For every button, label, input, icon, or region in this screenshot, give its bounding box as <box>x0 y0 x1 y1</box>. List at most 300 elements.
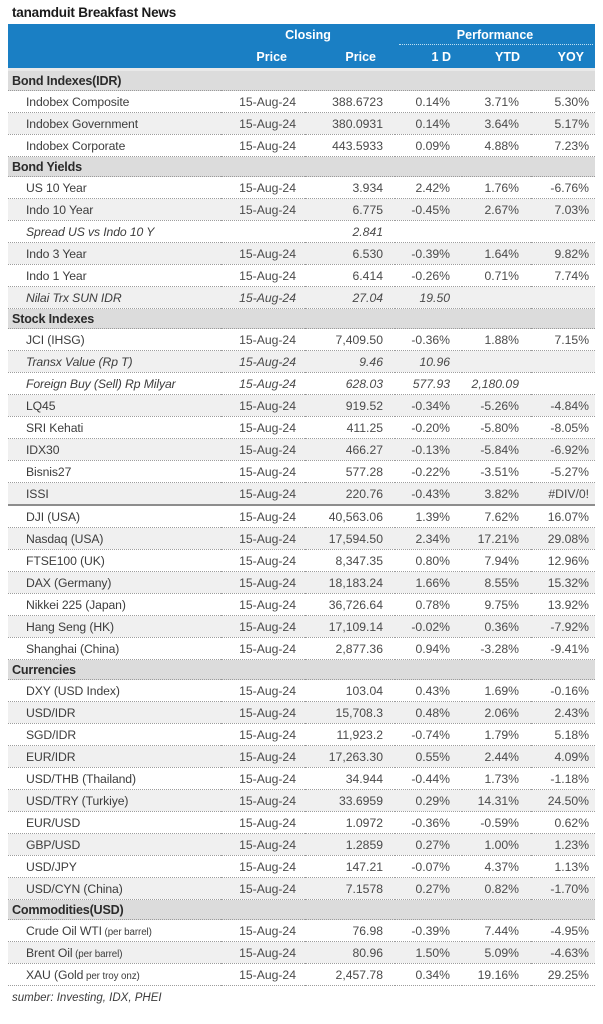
row-label <box>8 616 221 638</box>
cell-d1: 0.48% <box>395 702 462 724</box>
section-header-row <box>8 70 595 91</box>
row-label <box>8 768 221 790</box>
cell-ytd: 1.00% <box>462 834 531 856</box>
section-header-row <box>8 900 595 920</box>
section-header-row <box>8 309 595 329</box>
cell-date: 15-Aug-24 <box>221 812 305 834</box>
row-label <box>8 461 221 483</box>
cell-date <box>221 221 305 243</box>
cell-d1: 0.27% <box>395 878 462 900</box>
table-row[interactable] <box>8 790 595 812</box>
cell-yoy: 1.13% <box>531 856 595 878</box>
cell-date: 15-Aug-24 <box>221 572 305 594</box>
cell-d1: 1.39% <box>395 505 462 528</box>
cell-yoy: 5.30% <box>531 91 595 113</box>
cell-date: 15-Aug-24 <box>221 702 305 724</box>
row-label-text: USD/TRY (Turkiye) <box>26 793 129 808</box>
row-label <box>8 177 221 199</box>
table-row[interactable] <box>8 483 595 506</box>
row-label-text: Indo 1 Year <box>26 268 87 283</box>
row-label <box>8 417 221 439</box>
section-header-label: Stock Indexes <box>8 309 595 329</box>
table-header <box>8 24 595 70</box>
cell-date: 15-Aug-24 <box>221 878 305 900</box>
row-label-text: LQ45 <box>26 398 56 413</box>
row-label <box>8 373 221 395</box>
table-row[interactable] <box>8 329 595 351</box>
table-row[interactable] <box>8 221 595 243</box>
cell-price: 466.27 <box>305 439 395 461</box>
table-row[interactable] <box>8 373 595 395</box>
table-row[interactable] <box>8 616 595 638</box>
cell-ytd: 14.31% <box>462 790 531 812</box>
row-label-text: SGD/IDR <box>26 727 77 742</box>
table-row[interactable] <box>8 812 595 834</box>
row-label <box>8 439 221 461</box>
cell-d1: -0.22% <box>395 461 462 483</box>
row-label-text: Crude Oil WTI <box>26 923 102 938</box>
row-label <box>8 572 221 594</box>
table-row[interactable] <box>8 439 595 461</box>
table-row[interactable] <box>8 920 595 942</box>
cell-yoy: 15.32% <box>531 572 595 594</box>
section-header-label: Commodities(USD) <box>8 900 595 920</box>
cell-ytd: 0.36% <box>462 616 531 638</box>
cell-ytd: -5.80% <box>462 417 531 439</box>
cell-yoy: -4.63% <box>531 942 595 964</box>
cell-d1: -0.43% <box>395 483 462 506</box>
cell-d1: -0.45% <box>395 199 462 221</box>
cell-d1: 2.34% <box>395 528 462 550</box>
cell-ytd: -5.26% <box>462 395 531 417</box>
cell-date: 15-Aug-24 <box>221 373 305 395</box>
cell-price: 7.1578 <box>305 878 395 900</box>
cell-d1: 0.34% <box>395 964 462 986</box>
cell-ytd: 7.94% <box>462 550 531 572</box>
table-row[interactable] <box>8 702 595 724</box>
row-label-text: USD/IDR <box>26 705 76 720</box>
cell-yoy: -0.16% <box>531 680 595 702</box>
cell-date: 15-Aug-24 <box>221 177 305 199</box>
cell-ytd: 4.88% <box>462 135 531 157</box>
table-row[interactable] <box>8 177 595 199</box>
cell-d1: 0.55% <box>395 746 462 768</box>
cell-d1: -0.44% <box>395 768 462 790</box>
cell-date: 15-Aug-24 <box>221 550 305 572</box>
cell-ytd <box>462 221 531 243</box>
row-label <box>8 243 221 265</box>
source-note: sumber: Investing, IDX, PHEI <box>12 992 162 1004</box>
cell-price: 1.0972 <box>305 812 395 834</box>
cell-ytd: 1.76% <box>462 177 531 199</box>
row-label <box>8 834 221 856</box>
row-label <box>8 287 221 309</box>
cell-ytd: 7.44% <box>462 920 531 942</box>
cell-price: 380.0931 <box>305 113 395 135</box>
table-row[interactable] <box>8 417 595 439</box>
cell-yoy: 7.03% <box>531 199 595 221</box>
table-row[interactable] <box>8 113 595 135</box>
row-label-note: per troy onz) <box>83 970 140 982</box>
table-row[interactable] <box>8 265 595 287</box>
cell-d1: 10.96 <box>395 351 462 373</box>
cell-price: 9.46 <box>305 351 395 373</box>
row-label <box>8 812 221 834</box>
cell-price: 577.28 <box>305 461 395 483</box>
header-col-yoy: YOY <box>531 46 595 70</box>
cell-yoy <box>531 373 595 395</box>
cell-price: 33.6959 <box>305 790 395 812</box>
cell-yoy: -6.76% <box>531 177 595 199</box>
row-label <box>8 135 221 157</box>
cell-yoy: 5.18% <box>531 724 595 746</box>
cell-yoy: 5.17% <box>531 113 595 135</box>
cell-date: 15-Aug-24 <box>221 439 305 461</box>
cell-d1: -0.36% <box>395 329 462 351</box>
row-label-text: USD/JPY <box>26 859 77 874</box>
table-row[interactable] <box>8 724 595 746</box>
cell-yoy: -8.05% <box>531 417 595 439</box>
row-label <box>8 746 221 768</box>
cell-d1: -0.34% <box>395 395 462 417</box>
cell-yoy: 7.23% <box>531 135 595 157</box>
cell-price: 27.04 <box>305 287 395 309</box>
row-label-note: (per barrel) <box>101 926 152 938</box>
cell-ytd: 1.69% <box>462 680 531 702</box>
row-label-note: (per barrel) <box>72 948 123 960</box>
section-header-row <box>8 157 595 177</box>
table-row[interactable] <box>8 572 595 594</box>
cell-price: 3.934 <box>305 177 395 199</box>
cell-yoy: 12.96% <box>531 550 595 572</box>
row-label <box>8 505 221 528</box>
cell-yoy: 24.50% <box>531 790 595 812</box>
cell-ytd: 1.73% <box>462 768 531 790</box>
cell-yoy <box>531 351 595 373</box>
cell-yoy <box>531 287 595 309</box>
cell-date: 15-Aug-24 <box>221 834 305 856</box>
cell-ytd <box>462 287 531 309</box>
cell-yoy: 1.23% <box>531 834 595 856</box>
cell-price: 1.2859 <box>305 834 395 856</box>
cell-yoy: 2.43% <box>531 702 595 724</box>
cell-date: 15-Aug-24 <box>221 964 305 986</box>
cell-price: 34.944 <box>305 768 395 790</box>
row-label-text: EUR/USD <box>26 815 81 830</box>
row-label-text: Indobex Composite <box>26 94 130 109</box>
row-label-text: DXY (USD Index) <box>26 683 120 698</box>
row-label <box>8 594 221 616</box>
cell-yoy: -9.41% <box>531 638 595 660</box>
row-label <box>8 351 221 373</box>
table-row[interactable] <box>8 550 595 572</box>
cell-price: 15,708.3 <box>305 702 395 724</box>
row-label <box>8 638 221 660</box>
cell-date: 15-Aug-24 <box>221 329 305 351</box>
cell-date: 15-Aug-24 <box>221 724 305 746</box>
cell-d1: 19.50 <box>395 287 462 309</box>
cell-price: 628.03 <box>305 373 395 395</box>
cell-price: 17,263.30 <box>305 746 395 768</box>
cell-ytd: -3.28% <box>462 638 531 660</box>
cell-d1: 0.94% <box>395 638 462 660</box>
cell-d1: 0.29% <box>395 790 462 812</box>
cell-date: 15-Aug-24 <box>221 461 305 483</box>
cell-date: 15-Aug-24 <box>221 135 305 157</box>
cell-price: 6.414 <box>305 265 395 287</box>
cell-ytd: -5.84% <box>462 439 531 461</box>
cell-price: 2.841 <box>305 221 395 243</box>
table-row[interactable] <box>8 461 595 483</box>
cell-price: 6.775 <box>305 199 395 221</box>
cell-yoy: 0.62% <box>531 812 595 834</box>
cell-price: 147.21 <box>305 856 395 878</box>
table-row[interactable] <box>8 942 595 964</box>
cell-d1: 1.66% <box>395 572 462 594</box>
cell-ytd: 17.21% <box>462 528 531 550</box>
cell-date: 15-Aug-24 <box>221 417 305 439</box>
cell-price: 40,563.06 <box>305 505 395 528</box>
cell-ytd: 1.88% <box>462 329 531 351</box>
cell-price: 919.52 <box>305 395 395 417</box>
section-header-label: Bond Indexes(IDR) <box>8 70 595 91</box>
cell-ytd: 3.64% <box>462 113 531 135</box>
cell-date: 15-Aug-24 <box>221 395 305 417</box>
row-label-text: USD/CYN (China) <box>26 881 123 896</box>
cell-price: 11,923.2 <box>305 724 395 746</box>
header-group-performance <box>395 24 595 46</box>
cell-price: 7,409.50 <box>305 329 395 351</box>
cell-date: 15-Aug-24 <box>221 91 305 113</box>
row-label <box>8 483 221 506</box>
cell-ytd: 2.44% <box>462 746 531 768</box>
cell-price: 18,183.24 <box>305 572 395 594</box>
cell-price: 2,877.36 <box>305 638 395 660</box>
cell-date: 15-Aug-24 <box>221 856 305 878</box>
cell-date: 15-Aug-24 <box>221 528 305 550</box>
row-label-text: Nilai Trx SUN IDR <box>26 290 122 305</box>
cell-date: 15-Aug-24 <box>221 199 305 221</box>
table-row[interactable] <box>8 964 595 986</box>
cell-ytd: 7.62% <box>462 505 531 528</box>
row-label-text: GBP/USD <box>26 837 81 852</box>
cell-yoy: -4.84% <box>531 395 595 417</box>
row-label <box>8 91 221 113</box>
table-row[interactable] <box>8 395 595 417</box>
table-row[interactable] <box>8 834 595 856</box>
cell-d1: 0.27% <box>395 834 462 856</box>
table-row[interactable] <box>8 746 595 768</box>
cell-ytd: 1.64% <box>462 243 531 265</box>
table-body <box>8 70 595 986</box>
cell-ytd: 3.71% <box>462 91 531 113</box>
row-label-text: Foreign Buy (Sell) Rp Milyar <box>26 376 176 391</box>
row-label-text: XAU (Gold <box>26 967 84 982</box>
row-label-text: ISSI <box>26 486 49 501</box>
cell-d1: 2.42% <box>395 177 462 199</box>
cell-yoy: -7.92% <box>531 616 595 638</box>
row-label <box>8 790 221 812</box>
cell-d1 <box>395 221 462 243</box>
row-label <box>8 680 221 702</box>
cell-price: 17,109.14 <box>305 616 395 638</box>
table-row[interactable] <box>8 199 595 221</box>
cell-yoy: -1.70% <box>531 878 595 900</box>
cell-date: 15-Aug-24 <box>221 638 305 660</box>
cell-ytd: 4.37% <box>462 856 531 878</box>
cell-d1: -0.36% <box>395 812 462 834</box>
row-label-text: Indobex Government <box>26 116 139 131</box>
cell-d1: -0.20% <box>395 417 462 439</box>
row-label-text: Shanghai (China) <box>26 641 120 656</box>
row-label <box>8 920 221 942</box>
cell-yoy: -4.95% <box>531 920 595 942</box>
row-label <box>8 724 221 746</box>
cell-ytd: 1.79% <box>462 724 531 746</box>
cell-date: 15-Aug-24 <box>221 942 305 964</box>
cell-ytd: 9.75% <box>462 594 531 616</box>
cell-yoy: 4.09% <box>531 746 595 768</box>
row-label-text: Nikkei 225 (Japan) <box>26 597 126 612</box>
cell-d1: 577.93 <box>395 373 462 395</box>
cell-date: 15-Aug-24 <box>221 243 305 265</box>
cell-yoy: #DIV/0! <box>531 483 595 506</box>
row-label-text: Brent Oil <box>26 945 73 960</box>
row-label <box>8 528 221 550</box>
row-label <box>8 942 221 964</box>
cell-price: 76.98 <box>305 920 395 942</box>
cell-yoy: 13.92% <box>531 594 595 616</box>
cell-yoy: 29.08% <box>531 528 595 550</box>
cell-d1: 0.78% <box>395 594 462 616</box>
row-label-text: FTSE100 (UK) <box>26 553 105 568</box>
table-row[interactable] <box>8 505 595 528</box>
row-label <box>8 199 221 221</box>
cell-ytd: 2,180.09 <box>462 373 531 395</box>
cell-price: 443.5933 <box>305 135 395 157</box>
section-header-label: Bond Yields <box>8 157 595 177</box>
row-label <box>8 221 221 243</box>
cell-yoy: 9.82% <box>531 243 595 265</box>
cell-d1: 0.14% <box>395 91 462 113</box>
cell-price: 2,457.78 <box>305 964 395 986</box>
cell-yoy: 7.74% <box>531 265 595 287</box>
cell-d1: 0.43% <box>395 680 462 702</box>
cell-date: 15-Aug-24 <box>221 483 305 506</box>
table-row[interactable] <box>8 135 595 157</box>
table-row[interactable] <box>8 856 595 878</box>
header-col-date: Price <box>221 46 305 70</box>
cell-ytd: -3.51% <box>462 461 531 483</box>
header-group-closing: Closing <box>221 24 395 46</box>
cell-d1: -0.39% <box>395 243 462 265</box>
cell-d1: 0.14% <box>395 113 462 135</box>
cell-price: 411.25 <box>305 417 395 439</box>
cell-yoy: -5.27% <box>531 461 595 483</box>
cell-d1: 0.09% <box>395 135 462 157</box>
table-row[interactable] <box>8 878 595 900</box>
cell-price: 36,726.64 <box>305 594 395 616</box>
cell-ytd <box>462 351 531 373</box>
row-label <box>8 113 221 135</box>
row-label <box>8 878 221 900</box>
table-row[interactable] <box>8 243 595 265</box>
cell-ytd: 0.71% <box>462 265 531 287</box>
row-label-text: JCI (IHSG) <box>26 332 85 347</box>
header-performance-rule <box>399 44 593 45</box>
header-col-label <box>8 46 221 70</box>
cell-date: 15-Aug-24 <box>221 768 305 790</box>
table-row[interactable] <box>8 351 595 373</box>
cell-d1: 1.50% <box>395 942 462 964</box>
cell-date: 15-Aug-24 <box>221 920 305 942</box>
row-label-text: Nasdaq (USA) <box>26 531 104 546</box>
cell-yoy: -1.18% <box>531 768 595 790</box>
table-row[interactable] <box>8 594 595 616</box>
cell-date: 15-Aug-24 <box>221 505 305 528</box>
row-label-text: Hang Seng (HK) <box>26 619 115 634</box>
cell-yoy: 16.07% <box>531 505 595 528</box>
cell-yoy: 29.25% <box>531 964 595 986</box>
table-row[interactable] <box>8 768 595 790</box>
cell-d1: -0.74% <box>395 724 462 746</box>
cell-ytd: 8.55% <box>462 572 531 594</box>
cell-price: 8,347.35 <box>305 550 395 572</box>
cell-ytd: 2.67% <box>462 199 531 221</box>
row-label-text: Spread US vs Indo 10 Y <box>26 224 155 239</box>
row-label <box>8 964 221 986</box>
cell-d1: -0.26% <box>395 265 462 287</box>
cell-date: 15-Aug-24 <box>221 680 305 702</box>
row-label-text: SRI Kehati <box>26 420 84 435</box>
row-label-text: DAX (Germany) <box>26 575 112 590</box>
cell-d1: -0.02% <box>395 616 462 638</box>
cell-d1: -0.13% <box>395 439 462 461</box>
table-row[interactable] <box>8 638 595 660</box>
row-label-text: Transx Value (Rp T) <box>26 354 133 369</box>
cell-yoy <box>531 221 595 243</box>
header-group-performance-label: Performance <box>456 28 534 42</box>
row-label-text: Bisnis27 <box>26 464 72 479</box>
cell-ytd: 5.09% <box>462 942 531 964</box>
cell-price: 388.6723 <box>305 91 395 113</box>
row-label <box>8 395 221 417</box>
row-label-text: Indobex Corporate <box>26 138 126 153</box>
section-header-row <box>8 660 595 680</box>
cell-date: 15-Aug-24 <box>221 113 305 135</box>
cell-date: 15-Aug-24 <box>221 746 305 768</box>
cell-date: 15-Aug-24 <box>221 616 305 638</box>
table-row[interactable] <box>8 528 595 550</box>
cell-date: 15-Aug-24 <box>221 790 305 812</box>
row-label-text: IDX30 <box>26 442 60 457</box>
row-label <box>8 856 221 878</box>
cell-ytd: 0.82% <box>462 878 531 900</box>
header-col-price: Price <box>305 46 395 70</box>
cell-d1: 0.80% <box>395 550 462 572</box>
table-row[interactable] <box>8 287 595 309</box>
cell-date: 15-Aug-24 <box>221 265 305 287</box>
table-row[interactable] <box>8 91 595 113</box>
table-row[interactable] <box>8 680 595 702</box>
page-title: tanamduit Breakfast News <box>12 5 177 20</box>
market-data-table <box>8 24 595 986</box>
cell-price: 220.76 <box>305 483 395 506</box>
cell-date: 15-Aug-24 <box>221 594 305 616</box>
cell-d1: -0.07% <box>395 856 462 878</box>
row-label-text: USD/THB (Thailand) <box>26 771 136 786</box>
cell-ytd: -0.59% <box>462 812 531 834</box>
